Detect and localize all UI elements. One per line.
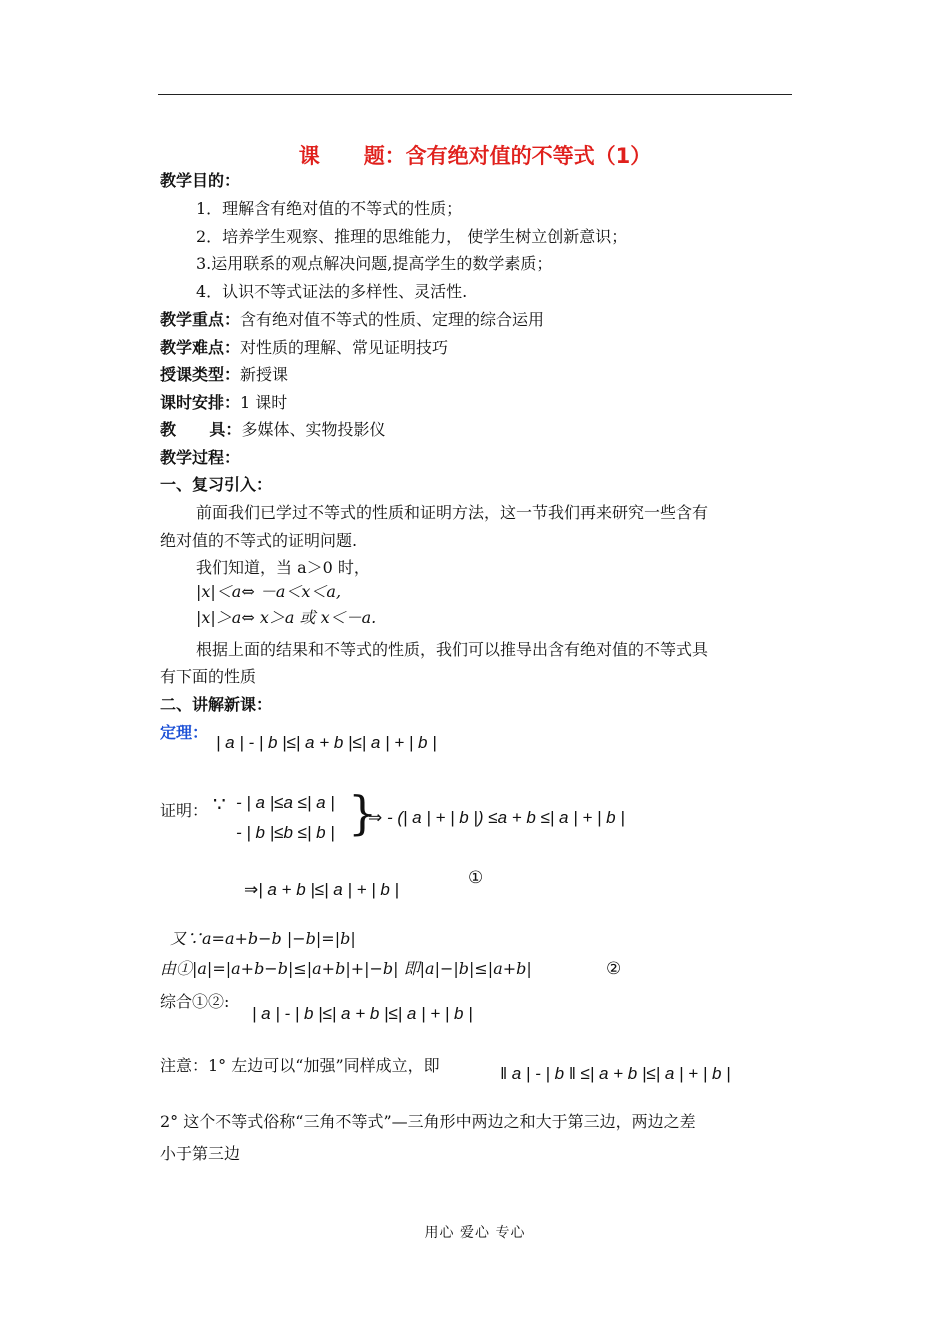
circled-one: ① (468, 868, 484, 887)
combine-formula: | a | - | b |≤| a + b |≤| a | + | b | (252, 1004, 473, 1023)
note-1-formula: ‖ a | - | b ‖ ≤| a + b |≤| a | + | b | (500, 1064, 731, 1083)
proof-line: - | b |≤b ≤| b | (236, 823, 335, 842)
objective-item: 4．认识不等式证法的多样性、灵活性. (196, 282, 468, 301)
focus-label: 教学重点： (160, 310, 241, 329)
proof-label: 证明： (160, 801, 209, 820)
section1-paragraph: 根据上面的结果和不等式的性质，我们可以推导出含有绝对值的不等式具 (196, 640, 709, 659)
derivation-line: 由①|a|=|a+b−b|≤|a+b|+|−b| 即|a|−|b|≤|a+b| (160, 959, 532, 978)
focus-line (160, 309, 544, 331)
formula-line: |x|＞a⇔ x＞a 或 x＜－a. (196, 608, 377, 627)
lesson-type-label: 授课类型： (160, 365, 241, 384)
because-symbol: ∵ (213, 794, 226, 816)
tools-label: 教 具： (160, 420, 242, 439)
section2-heading: 二、讲解新课： (160, 695, 273, 714)
circled-two: ② (606, 959, 622, 978)
objective-item: 3.运用联系的观点解决问题,提高学生的数学素质； (196, 254, 553, 273)
section1-paragraph: 我们知道，当 a＞0 时， (196, 558, 370, 577)
proof-line: - | a |≤a ≤| a | (236, 793, 335, 812)
lesson-type-line (160, 364, 288, 386)
hours-label: 课时安排： (160, 393, 241, 412)
section1-paragraph: 前面我们已学过不等式的性质和证明方法，这一节我们再来研究一些含有 (196, 503, 709, 522)
tools-text: 多媒体、实物投影仪 (241, 420, 386, 439)
process-label: 教学过程： (160, 448, 241, 467)
hours-text: 1 课时 (240, 393, 288, 412)
combine-label: 综合①②: (160, 992, 230, 1011)
header-rule (158, 94, 792, 95)
objective-item: 1．理解含有绝对值的不等式的性质； (196, 199, 463, 218)
hours-line (160, 392, 287, 414)
theorem-formula: | a | - | b |≤| a + b |≤| a | + | b | (216, 733, 437, 752)
note-1: 注意：1° 左边可以“加强”同样成立，即 (160, 1056, 440, 1075)
section1-paragraph: 有下面的性质 (160, 667, 257, 686)
note-2-cont: 小于第三边 (160, 1144, 241, 1163)
objective-item: 2．培养学生观察、推理的思维能力， 使学生树立创新意识； (196, 227, 628, 246)
lesson-type-text: 新授课 (240, 365, 289, 384)
title-part2: 题：含有绝对值的不等式（1） (363, 144, 652, 168)
section1-heading: 一、复习引入： (160, 475, 273, 494)
formula-line: |x|＜a⇔ －a＜x＜a, (196, 582, 342, 601)
brace-symbol: } (348, 786, 378, 840)
difficulty-text: 对性质的理解、常见证明技巧 (240, 338, 449, 357)
difficulty-line (160, 337, 448, 359)
title-part1: 课 (298, 144, 320, 168)
section1-paragraph: 绝对值的不等式的证明问题. (160, 531, 358, 550)
tools-line (160, 419, 385, 441)
also-line: 又∵a=a+b−b |−b|=|b| (170, 929, 356, 948)
proof-conclusion: ⇒| a + b |≤| a | + | b | (244, 880, 399, 899)
difficulty-label: 教学难点： (160, 338, 241, 357)
page-title (0, 140, 950, 170)
note-2: 2° 这个不等式俗称“三角不等式”—三角形中两边之和大于第三边，两边之差 (160, 1112, 696, 1131)
focus-text: 含有绝对值不等式的性质、定理的综合运用 (240, 310, 545, 329)
theorem-label: 定理： (160, 723, 209, 742)
page-footer: 用心 爱心 专心 (424, 1225, 526, 1241)
proof-result: ⇒ - (| a | + | b |) ≤a + b ≤| a | + | b | (368, 808, 625, 827)
objectives-heading: 教学目的： (160, 171, 241, 190)
